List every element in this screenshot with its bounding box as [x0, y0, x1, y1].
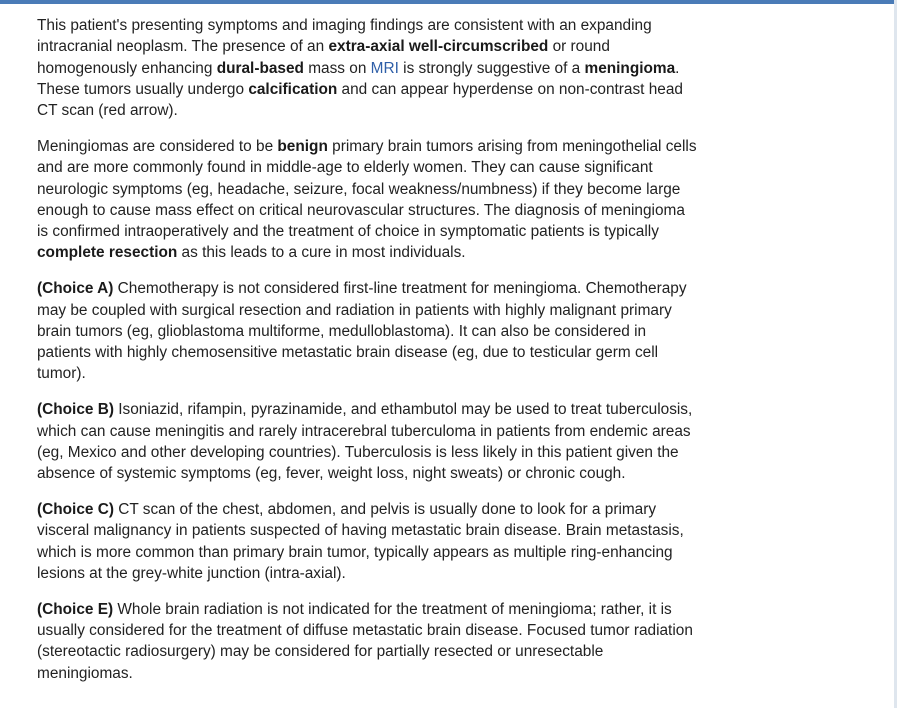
bold-term: extra-axial well-circumscribed [328, 38, 549, 56]
bold-term: meningioma [584, 59, 676, 77]
bold-term: (Choice A) [37, 280, 114, 298]
explanation-body [37, 15, 857, 684]
bold-term: complete resection [37, 244, 178, 262]
paragraph-text: Chemotherapy is not considered first-line treatment for meningioma. Chemotherapy may be coupled with surgical resection and radiation in patients with highly malignant primary brain tumors (eg, glioblastoma multiforme, medulloblastoma). It can also be considered in patients with highly chemosensitive metastatic brain disease (eg, due to testicular germ cell tumor). [37, 280, 687, 383]
bold-term: (Choice C) [37, 500, 114, 518]
top-divider [0, 0, 897, 4]
paragraph-text: Whole brain radiation is not indicated for the treatment of meningioma; rather, it is usually considered for the treatment of diffuse metastatic brain disease. Focused tumor radiation (stereotactic radiosurgery) may be considered for partially resected or unresectable meningiomas. [37, 600, 693, 682]
paragraph-text: mass on [303, 59, 371, 77]
bold-term: dural-based [216, 59, 304, 77]
paragraph-text: CT scan of the chest, abdomen, and pelvis is usually done to look for a primary visceral malignancy in patients suspected of having metastatic brain disease. Brain metastasis, which is more common than primary brain tumor, typically appears as multiple ring-enhancing lesions at the grey-white junction (intra-axial). [37, 500, 684, 582]
paragraph-choice-a [37, 278, 857, 384]
bold-term: (Choice E) [37, 600, 114, 618]
paragraph-benign [37, 136, 857, 264]
bold-term: (Choice B) [37, 401, 114, 419]
term-link[interactable]: MRI [370, 59, 399, 77]
paragraph-choice-e [37, 599, 857, 684]
paragraph-text: or round homogenously enhancing [37, 38, 610, 77]
bold-term: calcification [248, 80, 338, 98]
paragraph-text: Meningiomas are considered to be [37, 137, 278, 155]
paragraph-text: primary brain tumors arising from meningothelial cells and are more commonly found in middle-age to elderly women. They can cause significant neurologic symptoms (eg, headache, seizure, focal weakness/numbness) if they become large enough to cause mass effect on critical neurovascular structures. The diagnosis of meningioma is confirmed intraoperatively and the treatment of choice in symptomatic patients is typically [37, 137, 697, 241]
paragraph-choice-b [37, 399, 857, 484]
paragraph-intro [37, 15, 857, 121]
paragraph-choice-c [37, 499, 857, 584]
paragraph-text: . These tumors usually undergo [37, 59, 680, 98]
paragraph-text: This patient's presenting symptoms and imaging findings are consistent with an expanding intracranial neoplasm. The presence of an [37, 17, 652, 56]
paragraph-text: Isoniazid, rifampin, pyrazinamide, and ethambutol may be used to treat tuberculosis, which can cause meningitis and rarely intracerebral tuberculoma in patients from endemic areas (eg, Mexico and other developing countries). Tuberculosis is less likely in this patient given the absence of systemic symptoms (eg, fever, weight loss, night sweats) or chronic cough. [37, 401, 693, 483]
paragraph-text: and can appear hyperdense on non-contrast head CT scan (red arrow). [37, 80, 683, 120]
bold-term: benign [277, 137, 328, 155]
paragraph-text: is strongly suggestive of a [398, 59, 585, 77]
paragraph-text: as this leads to a cure in most individuals. [177, 244, 466, 262]
